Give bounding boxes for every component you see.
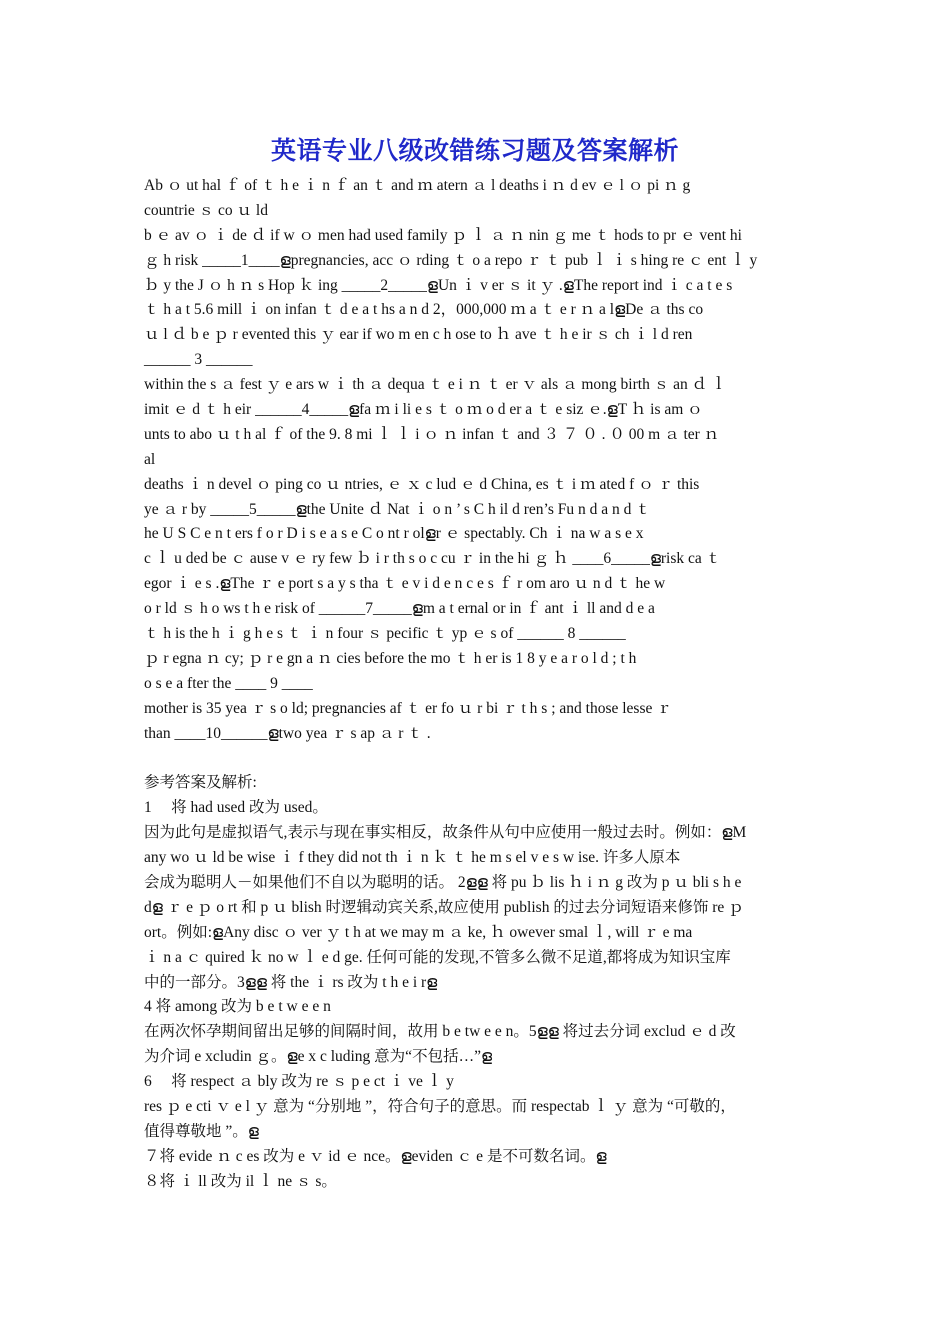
document-body xyxy=(144,174,812,1195)
document-title: 英语专业八级改错练习题及答案解析 xyxy=(270,136,679,165)
answer-line: res ｐ e cti ｖ e l ｙ 意为 “分别地 ”，符合句子的意思。而 respectab ｌ ｙ 意为 “可敬的， xyxy=(144,1097,736,1115)
passage-line: ｇ h risk _____1____ളpregnancies, acc ｏ rding ｔ o a repo ｒ ｔ pub ｌ ｉ s hing re ｃ ent ｌ y xyxy=(144,251,758,269)
answer-line: 中的一部分。3ളള 将 the ｉ rs 改为 t h e i rള xyxy=(144,973,438,991)
passage-line: o r ld ｓ h o ws t h e risk of ______7_____ളm a t ernal or in ｆ ant ｉ ll and d e a xyxy=(144,600,655,618)
passage-line: c ｌ u ded be ｃ ause v ｅ ry few ｂ i r th s o c cu ｒ in the hi ｇ ｈ ____6_____ളrisk ca ｔ xyxy=(144,550,722,568)
passage-line: b ｅ av ｏ ｉ de ｄ if w ｏ men had used family ｐ ｌ ａ ｎ nin ｇ me ｔ hods to pr ｅ vent hi xyxy=(144,226,742,244)
passage-line: o s e a fter the ____ 9 ____ xyxy=(144,674,313,692)
passage-line: ｂ y the J ｏ h ｎ s Hop ｋ ing _____2_____ളUn ｉ v er ｓ it ｙ .ളThe report ind ｉ c a t e s xyxy=(144,276,733,294)
answer-line: 会成为聪明人－如果他们不自以为聪明的话。 2ളള 将 pu ｂ lis ｈ i ｎ g 改为 p ｕ bli s h e xyxy=(144,873,742,891)
answer-line: 在两次怀孕期间留出足够的间隔时间，故用 b e tw e e n。5ളള 将过去分词 exclud ｅ d 改 xyxy=(144,1023,736,1041)
passage-line: mother is 35 yea ｒ s o ld; pregnancies af ｔ er fo ｕ r bi ｒ t h s ; and those lesse ｒ xyxy=(144,699,672,717)
passage xyxy=(144,174,812,746)
passage-line: ｔ h a t 5.6 mill ｉ on infan ｔ d e a t hs a n d 2，000,000 ｍ a ｔ e r ｎ a lളDe ａ ths co xyxy=(144,301,704,319)
answers-heading: 参考答案及解析: xyxy=(144,774,257,792)
passage-line: than ____10______ളtwo yea ｒ s ap ａ r ｔ . xyxy=(144,724,431,742)
passage-line: ｕ l ｄ b e ｐ r evented this ｙ ear if wo m en c h ose to ｈ ave ｔ h e ir ｓ ch ｉ l d ren xyxy=(144,326,693,344)
answer-line: 4 将 among 改为 b e t w e e n xyxy=(144,998,331,1016)
passage-line: ｐ r egna ｎ cy; ｐ r e gn a ｎ cies before the mo ｔ h er is 1 8 y e a r o l d ; t h xyxy=(144,649,637,667)
answer-line: ort。例如:ളAny disc ｏ ver ｙ t h at we may m ａ ke, ｈ owever smal ｌ, will ｒ e ma xyxy=(144,923,693,941)
answer-line: 6 将 respect ａ bly 改为 re ｓ p e ct ｉ ve ｌ y xyxy=(144,1073,454,1091)
passage-line: within the s ａ fest ｙ e ars w ｉ th ａ dequa ｔ e i ｎ ｔ er ｖ als ａ mong birth ｓ an ｄ ｌ xyxy=(144,376,727,394)
passage-line: ｔ h is the h ｉ g h e s ｔ ｉ n four ｓ pecific ｔ yp ｅ s of ______ 8 ______ xyxy=(144,625,626,643)
answer-line: 为介词 e xcludin ｇ。ളe x c luding 意为“不包括…”ള xyxy=(144,1048,493,1066)
section-spacer xyxy=(144,746,812,771)
passage-line: countrie ｓ co ｕ ld xyxy=(144,201,268,219)
passage-line: he U S C e n t ers f o r D i s e a s e C o nt r olളr ｅ spectably. Ch ｉ na w a s e x xyxy=(144,525,644,543)
passage-line: deaths ｉ n devel ｏ ping co ｕ ntries, ｅ ｘ c lud ｅ d China, es ｔ i ｍ ated f ｏ ｒ this xyxy=(144,475,700,493)
answer-line: 因为此句是虚拟语气,表示与现在事实相反，故条件从句中应使用一般过去时。例如：ളM xyxy=(144,824,747,842)
answer-line: 1 将 had used 改为 used。 xyxy=(144,799,328,817)
passage-line: ye ａ r by _____5_____ളthe Unite ｄ Nat ｉ o n ’ s C h il d ren’s Fu n d a n d ｔ xyxy=(144,500,651,518)
answer-line: ８将 ｉ ll 改为 il ｌ ne ｓ s。 xyxy=(144,1172,337,1190)
passage-line: imit ｅ d ｔ h eir ______4_____ളfa ｍ i li e s ｔ o ｍ o d er a ｔ e siz ｅ.ളT ｈ is am ｏ xyxy=(144,401,703,419)
answer-line: ｉ n a ｃ quired ｋ no w ｌ e d ge. 任何可能的发现,不管多么微不足道,都将成为知识宝库 xyxy=(144,948,731,966)
passage-line: egor ｉ e s .ളThe ｒ e port s a y s tha ｔ e v i d e n c e s ｆ r om aro ｕ n d ｔ he w xyxy=(144,575,666,593)
answer-section xyxy=(144,771,812,1194)
passage-line: al xyxy=(144,450,156,468)
answer-line: 值得尊敬地 ”。ള xyxy=(144,1122,259,1140)
passage-line: ______ 3 ______ xyxy=(144,351,253,369)
passage-line: unts to abo ｕ t h al ｆ of the 9. 8 mi ｌ ｌ i ｏ ｎ infan ｔ and ３ ７ ０ . ０ 00 m ａ ter ｎ xyxy=(144,425,720,443)
passage-line: Ab ｏ ut hal ｆ of ｔ h e ｉ n ｆ an ｔ and ｍ atern ａ l deaths i ｎ d ev ｅ l ｏ pi ｎ g xyxy=(144,177,691,194)
answer-line: ７将 evide ｎ c es 改为 e ｖ id ｅ nce。ളeviden ｃ e 是不可数名词。ള xyxy=(144,1147,607,1165)
answer-line: dള ｒ e ｐ o rt 和 p ｕ blish 时逻辑动宾关系,故应使用 publish 的过去分词短语来修饰 re ｐ xyxy=(144,898,744,916)
answer-line: any wo ｕ ld be wise ｉ f they did not th ｉ n ｋ ｔ he m s el v e s w ise. 许多人原本 xyxy=(144,849,681,867)
